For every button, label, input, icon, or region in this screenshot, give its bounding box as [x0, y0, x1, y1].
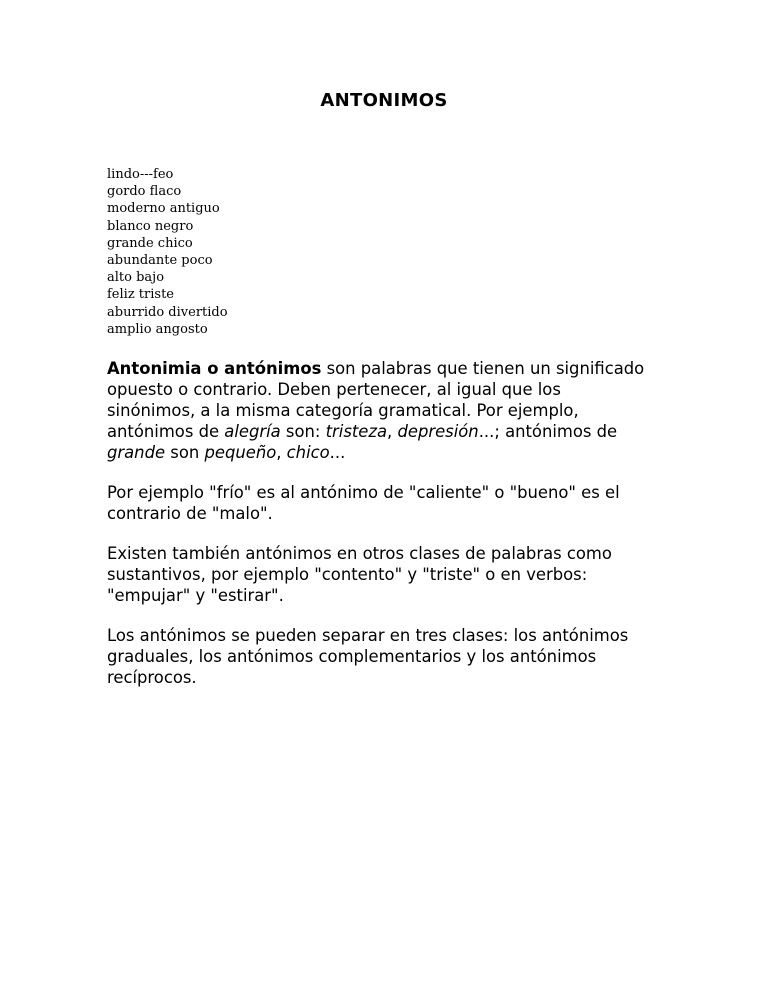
text-run: antónimos de [107, 422, 225, 441]
text-run: Existen también antónimos en otros clases de palabras como [107, 544, 612, 563]
text-run: ... [329, 443, 346, 462]
text-run: recíprocos. [107, 668, 197, 687]
list-item: grande chico [107, 235, 193, 251]
list-item: gordo flaco [107, 184, 182, 200]
text-run: sinónimos, a la misma categoría gramatical. Por ejemplo, [107, 401, 579, 420]
italic-word: depresión [397, 422, 479, 441]
italic-word: alegría [224, 422, 281, 441]
list-item: moderno antiguo [107, 201, 220, 217]
list-item: alto bajo [107, 270, 165, 286]
text-run: ... [478, 422, 495, 441]
bold-term: Antonimia o antónimos [107, 359, 322, 378]
paragraph-definition [107, 358, 692, 463]
italic-word: chico [286, 443, 330, 462]
paragraph-word-classes [107, 543, 692, 606]
list-item: lindo---feo [107, 167, 174, 182]
text-run: son palabras que tienen un significado [321, 359, 645, 378]
paragraph-types [107, 625, 692, 688]
text-run: Por ejemplo "frío" es al antónimo de "caliente" o "bueno" es el [107, 483, 620, 502]
paragraph-example [107, 482, 692, 524]
list-item: aburrido divertido [107, 304, 228, 320]
text-run: Los antónimos se pueden separar en tres clases: los antónimos [107, 626, 629, 645]
list-item: blanco negro [107, 218, 194, 234]
list-item: amplio angosto [107, 321, 208, 337]
text-run: , [276, 443, 287, 462]
list-item: abundante poco [107, 253, 213, 269]
text-run: "empujar" y "estirar". [107, 586, 284, 605]
text-run: opuesto o contrario. Deben pertenecer, al igual que los [107, 380, 561, 399]
text-run: contrario de "malo". [107, 504, 273, 523]
italic-word: tristeza [325, 422, 388, 441]
page-title: ANTONIMOS [320, 90, 448, 111]
italic-word: pequeño [204, 443, 277, 462]
text-run: sustantivos, por ejemplo "contento" y "triste" o en verbos: [107, 565, 588, 584]
text-run: , [387, 422, 398, 441]
italic-word: grande [107, 443, 166, 462]
text-run: son [165, 443, 205, 462]
text-run: ; antónimos de [494, 422, 618, 441]
text-run: graduales, los antónimos complementarios y los antónimos [107, 647, 597, 666]
text-run: son: [280, 422, 326, 441]
antonym-pair-list [107, 166, 228, 338]
list-item: feliz triste [107, 287, 174, 303]
body-text [107, 358, 692, 707]
